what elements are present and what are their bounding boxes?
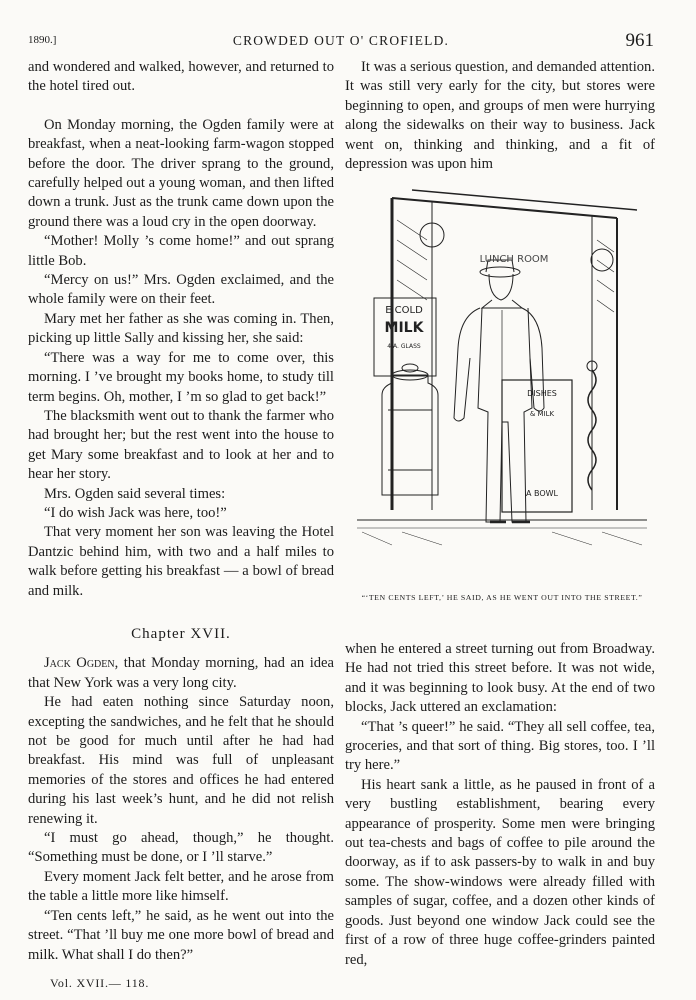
milk-sign-bottom-text: 4 A. GLASS	[387, 343, 421, 350]
paragraph: “Ten cents left,” he said, as he went out into the street. “That ’ll buy me one more bowl of bread and milk. What shall I do then?”	[28, 907, 334, 963]
paragraph: On Monday morning, the Ogden family were at breakfast, when a neat-looking farm-wagon stopped before the door. The driver sprang to the ground, carefully helped out a young woman, and then lifted down a trunk. Just as the trunk came down upon the ground there was a loud cry in the open doorway.	[28, 116, 334, 230]
paragraph: “I must go ahead, though,” he thought. “Something must be done, or I ’ll starve.”	[28, 830, 334, 866]
milk-sign-text: MILK	[384, 320, 424, 336]
right-sign-line-text: & MILK	[529, 410, 555, 418]
chapter-opening-words: Jack Ogden,	[44, 655, 119, 672]
illustration-caption: “‘TEN CENTS LEFT,’ HE SAID, AS HE WENT OUT INTO THE STREET.”	[361, 593, 643, 602]
paragraph: “That ’s queer!” he said. “They all sell coffee, tea, groceries, and that sort of thing. Big stores, too. I ’ll try here.”	[345, 718, 655, 774]
paragraph: Mary met her father as she was coming in. Then, picking up little Sally and kissing her, she said:	[28, 310, 334, 347]
paragraph-text: that Monday morning, had an idea that New York was a very long city.	[28, 655, 334, 691]
paragraph: Every moment Jack felt better, and he arose from the table a little more like himself.	[28, 868, 334, 905]
paragraph: Mrs. Ogden said several times:	[44, 485, 226, 502]
right-column-text-bottom	[345, 640, 655, 970]
illustration	[352, 180, 652, 580]
right-sign-bottom-text: A BOWL	[525, 489, 559, 498]
paragraph: He had eaten nothing since Saturday noon, excepting the sandwiches, and he felt that he should not be good for much until after he had had breakfast. His mind was full of unpleasant memories of the stores and offices he had entered during his last week’s hunt, and he did not relish renewing it.	[28, 694, 334, 827]
paragraph: and wondered and walked, however, and returned to the hotel tired out.	[28, 59, 334, 95]
paragraph: That very moment her son was leaving the Hotel Dantzic behind him, with two and a half miles to walk before getting his breakfast — a bowl of bread and milk.	[28, 524, 334, 599]
page-header	[28, 30, 654, 54]
paragraph: “There was a way for me to come over, this morning. I ’ve brought my books home, to study till term begins. Oh, mother, I ’m so glad to get back!”	[28, 349, 334, 405]
header-year: 1890.]	[28, 34, 57, 46]
milk-sign-top-text: E COLD	[385, 305, 423, 316]
paragraph: The blacksmith went out to thank the farmer who had brought her; but the rest went into the house to get Mary some breakfast and to look at her and to hear her story.	[28, 407, 334, 483]
paragraph: “Mother! Molly ’s come home!” and out sprang little Bob.	[28, 233, 334, 269]
paragraph: “Mercy on us!” Mrs. Ogden exclaimed, and the whole family were on their feet.	[28, 272, 334, 308]
paragraph	[28, 654, 334, 693]
paragraph: “I do wish Jack was here, too!”	[44, 504, 227, 521]
chapter-section	[28, 625, 334, 965]
paragraph: when he entered a street turning out from Broadway. He had not tried this street before. It was not wide, and it was beginning to look busy. At the end of two blocks, Jack uttered an exclamation:	[345, 641, 655, 716]
left-column-text	[28, 58, 334, 601]
chapter-heading: Chapter XVII.	[131, 626, 231, 642]
right-sign-top-text: DISHES	[527, 389, 557, 398]
volume-footer: Vol. XVII.— 118.	[50, 976, 150, 990]
right-column-text-top	[345, 58, 655, 174]
header-title: CROWDED OUT O' CROFIELD.	[232, 33, 450, 48]
window-lettering: LUNCH ROOM	[479, 254, 549, 265]
paragraph: It was a serious question, and demanded attention. It was still very early for the city, but stores were beginning to open, and groups of men were hurrying along the sidewalks on their way to business. Jack went on, thinking and thinking, and a fit of depression was upon him	[345, 59, 655, 173]
paragraph: His heart sank a little, as he paused in front of a very bustling establishment, bearing every appearance of prosperity. Some men were bringing out tea-chests and bags of coffee to pile around the doorway, as if to ask passers-by to walk in and buy some. The show-windows were already filled with samples of sugar, coffee, and a dozen other kinds of goods. Just beyond one window Jack could see the first of a row of three huge coffee-grinders painted red,	[345, 776, 655, 968]
page-number: 961	[625, 30, 654, 51]
